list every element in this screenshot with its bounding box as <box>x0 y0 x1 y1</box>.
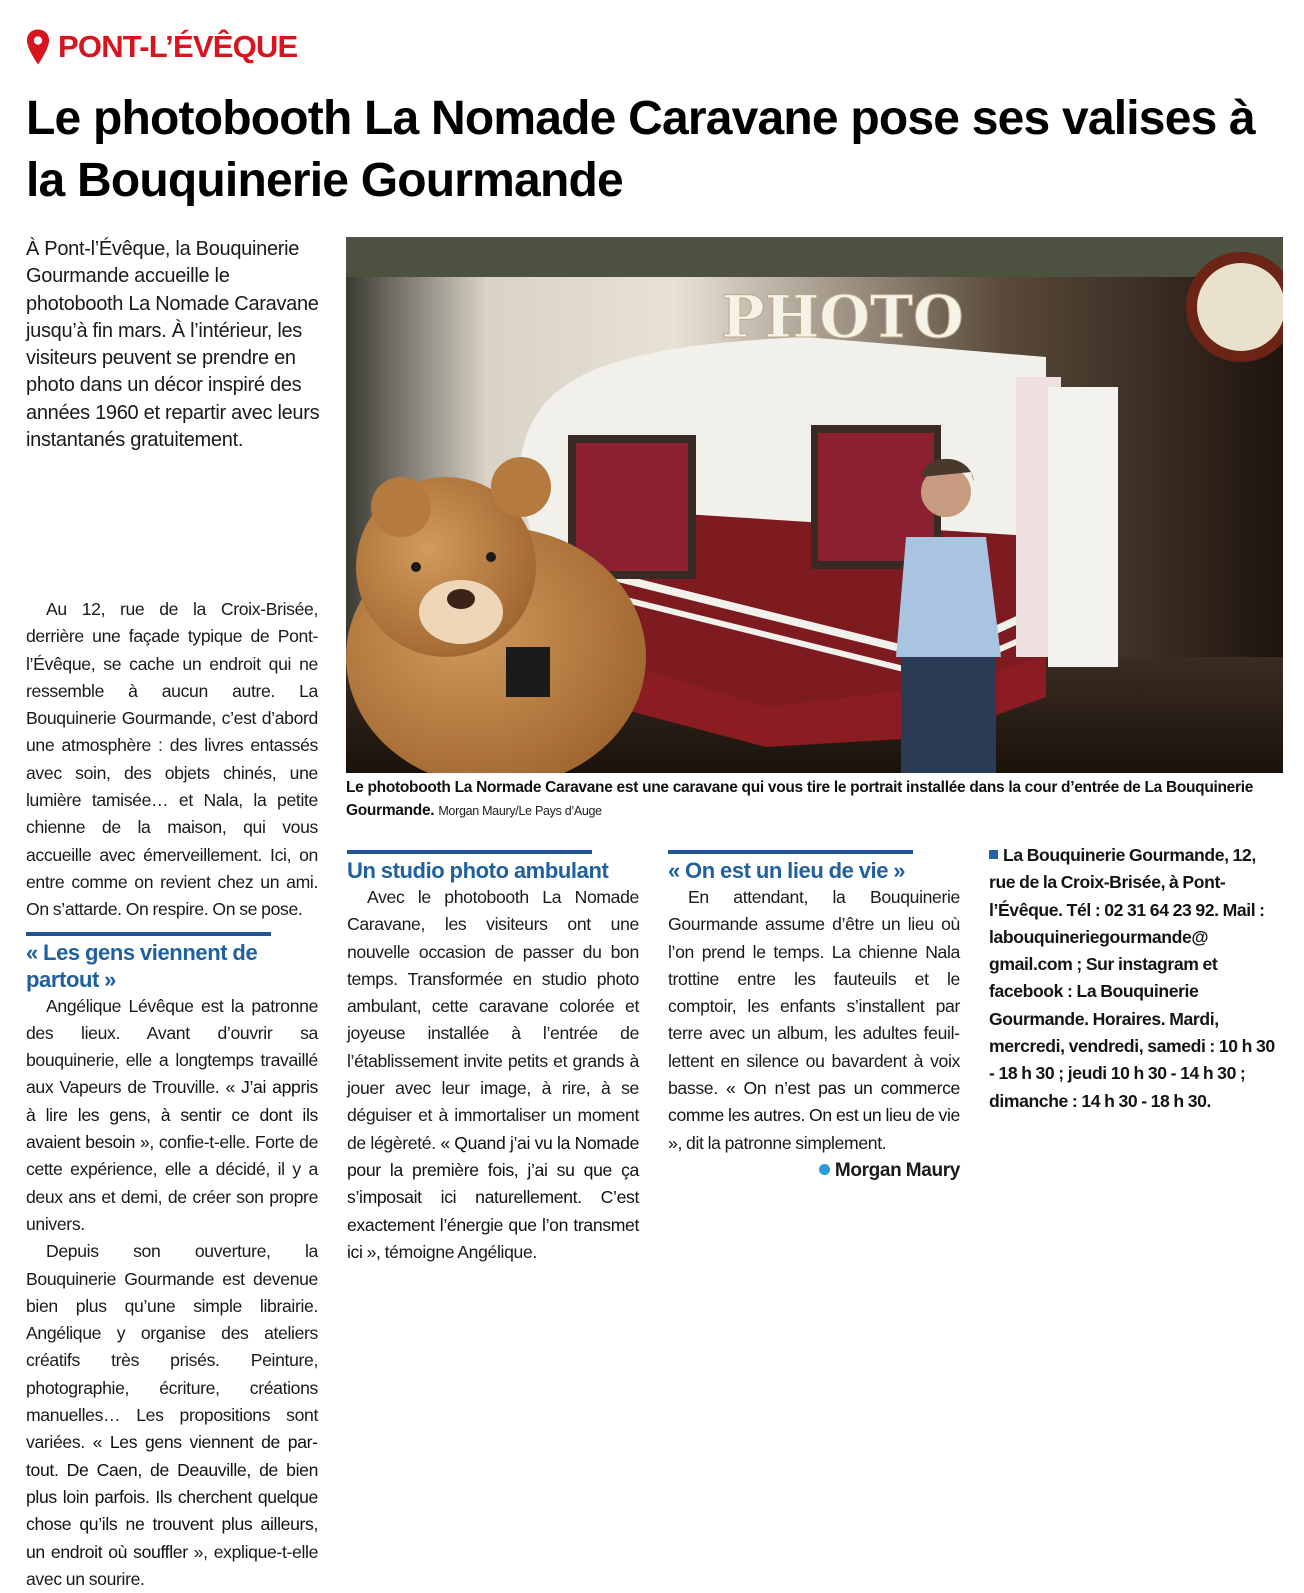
author-byline <box>668 1157 960 1184</box>
article-photo <box>346 237 1283 773</box>
text: , dit la patronne simplement. <box>677 1132 887 1153</box>
caption-text: Le photobooth La Normade Caravane est une caravane qui vous tire le portrait installée dans la cour d’entrée de La Bouquinerie Gourmande. <box>346 779 1254 819</box>
text: Depuis son ouverture, la Bouquinerie Gourmande est devenue bien plus qu’une simple librairie. Angélique y organise des ateliers créatifs très prisés. Peinture, photographie, écriture, créations manuelles… Les propositions sont variées. <box>26 1241 318 1453</box>
quote: « J’ai appris à lire les gens, à sentir ce dont ils avaient besoin » <box>26 1077 318 1153</box>
paragraph-angelique <box>26 993 318 1239</box>
article-lede: À Pont-l’Évêque, la Bouquinerie Gourmande accueille le photobooth La Nomade Caravane jusqu’à fin mars. À l’intérieur, les visiteurs peuvent se prendre en photo dans un décor inspiré des années 1960 et repartir avec leurs instantanés gratuitement. <box>26 238 320 452</box>
location-label: PONT-L’ÉVÊQUE <box>58 29 298 64</box>
paragraph-studio <box>347 884 639 1266</box>
photo-illustration <box>346 237 1283 773</box>
text: En attendant, la Bouquinerie Gourmande assume d’être un lieu où l’on prend le temps. La chienne Nala trottine entre les fauteuils et le comptoir, les enfants s’installent par terre avec un album, les adultes feuillettent en silence ou bavardent à voix basse. <box>668 887 960 1099</box>
subhead-les-gens: « Les gens viennent de partout » <box>26 939 258 992</box>
column-4 <box>989 842 1281 1115</box>
subhead-rule <box>26 932 271 936</box>
paragraph-ouverture <box>26 1238 318 1593</box>
ceiling-beam <box>346 237 1283 277</box>
text: , confie-t-elle. Forte de cette expérience, elle a décidé, il y a deux ans et demi, de créer son propre univers. <box>26 1132 318 1234</box>
text: , explique-t-elle avec un sourire. <box>26 1541 319 1589</box>
quote: « Quand j’ai vu la Nomade pour la première fois, j’ai su que ça s’imposait ici naturellement. C’est exactement l’énergie que l’on transmet ici » <box>347 1132 639 1262</box>
bullet-dot-icon <box>819 1164 830 1175</box>
column-1 <box>26 596 318 1593</box>
quote: « On n’est pas un commerce comme les autres. On est un lieu de vie » <box>668 1078 960 1153</box>
quote: « Les gens viennent de partout. De Caen, de Deauville, de bien plus loin parfois. Ils cherchent quelque chose qu’ils ne trouvent plus ailleurs, un endroit où souffler » <box>26 1432 318 1562</box>
photo-credit: Morgan Maury/Le Pays d’Auge <box>438 804 602 818</box>
column-3 <box>668 842 960 1184</box>
photo-caption <box>346 776 1286 823</box>
text: , témoigne Angélique. <box>376 1241 537 1262</box>
column-2 <box>347 842 639 1266</box>
text: Angélique Lévêque est la patronne des lieux. Avant d’ouvrir sa bouquinerie, elle a longtemps travaillé aux Vapeurs de Trouville. <box>26 995 318 1098</box>
paragraph-lieu <box>668 884 960 1157</box>
subhead-lieu-de-vie: « On est un lieu de vie » <box>668 858 906 883</box>
subhead-rule <box>668 850 913 854</box>
paragraph-intro: Au 12, rue de la Croix-Brisée, derrière une façade typique de Pont-l’Évêque, se cache un endroit qui ne ressemble à aucun autre. La Bouquinerie Gourmande, c’est d’abord une atmosphère : des livres entassés avec soin, des objets chinés, une lumière tamisée… et Nala, la petite chienne de la maison, qui vous accueille avec émerveillement. Ici, on entre comme on revient chez un ami. On s’attarde. On respire. On se pose. <box>26 599 318 920</box>
practical-info <box>989 842 1281 1115</box>
author-name: Morgan Maury <box>834 1159 960 1181</box>
subhead-studio: Un studio photo ambulant <box>347 858 609 883</box>
info-text: La Bouquinerie Gourmande, 12, rue de la Croix-Brisée, à Pont-l’Évêque. Tél : 02 31 64 23 92. Mail : labouquineriegourmande@ gmail.com ; Sur instagram et facebook : La Bouquinerie Gourmande. Horaires. Mardi, mercredi, vendredi, samedi : 10 h 30 - 18 h 30 ; jeudi 10 h 30 - 14 h 30 ; dimanche : 14 h 30 - 18 h 30. <box>989 845 1275 1111</box>
article-headline: Le photobooth La Nomade Caravane pose ses valises à la Bouquinerie Gourmande <box>26 92 1255 207</box>
photo-sign: PHOTO <box>721 283 964 351</box>
square-bullet-icon <box>989 850 998 859</box>
subhead-rule <box>347 850 592 854</box>
section-kicker <box>26 28 297 66</box>
location-pin-icon <box>26 28 50 66</box>
text: Avec le photobooth La Nomade Caravane, les visiteurs ont une nouvelle occasion de passer du bon temps. Transformée en studio photo ambulant, cette caravane colorée et joyeuse installée à l’entrée de l’établissement invite petits et grands à jouer avec leur image, à rire, à se déguiser et à immortaliser un moment de légèreté. <box>347 887 639 1153</box>
